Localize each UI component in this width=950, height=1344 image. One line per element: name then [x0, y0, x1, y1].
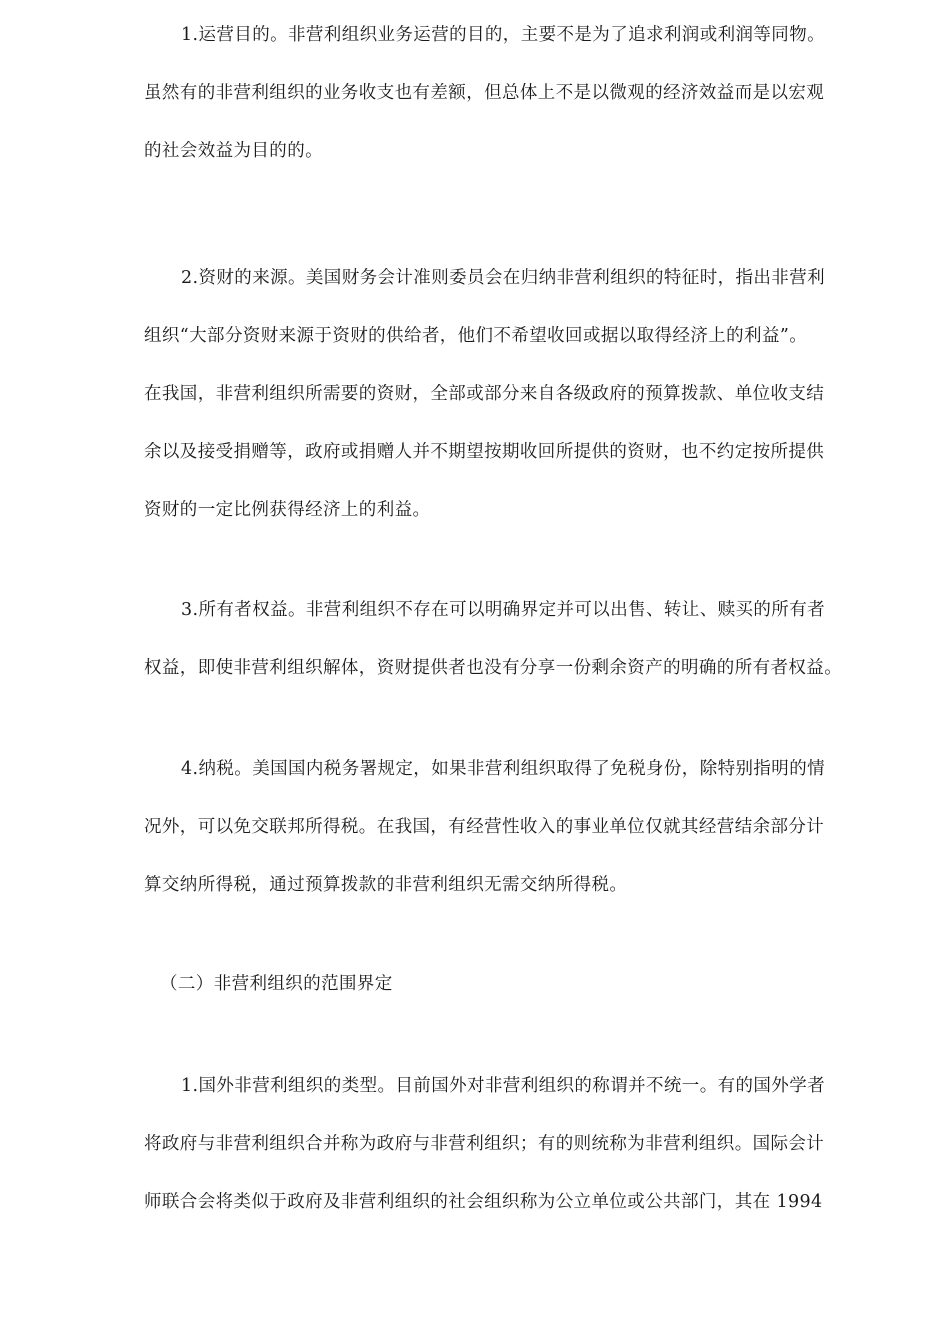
text-line: 1.运营目的。非营利组织业务运营的目的，主要不是为了追求利润或利润等同物。: [181, 25, 825, 45]
text-line: 资财的一定比例获得经济上的利益。: [144, 500, 431, 520]
text-line: 3.所有者权益。非营利组织不存在可以明确界定并可以出售、转让、赎买的所有者: [181, 600, 825, 620]
text-line: 2.资财的来源。美国财务会计准则委员会在归纳非营利组织的特征时，指出非营利: [181, 268, 825, 288]
paragraph-taxation: [144, 740, 884, 914]
paragraph-operating-purpose: [144, 6, 884, 180]
text-line: 余以及接受捐赠等，政府或捐赠人并不期望按期收回所提供的资财，也不约定按所提供: [144, 442, 825, 462]
text-line: 4.纳税。美国国内税务署规定，如果非营利组织取得了免税身份，除特别指明的情: [181, 759, 825, 779]
text-line: 算交纳所得税，通过预算拨款的非营利组织无需交纳所得税。: [144, 875, 628, 895]
paragraph-foreign-types: [144, 1057, 884, 1231]
text-line: 师联合会将类似于政府及非营利组织的社会组织称为公立单位或公共部门，其在 1994: [144, 1192, 823, 1212]
text-line: 权益，即使非营利组织解体，资财提供者也没有分享一份剩余资产的明确的所有者权益。: [144, 658, 843, 678]
text-line: 的社会效益为目的的。: [144, 141, 323, 161]
paragraph-owner-equity: [144, 581, 884, 697]
text-line: 况外，可以免交联邦所得税。在我国，有经营性收入的事业单位仅就其经营结余部分计: [144, 817, 825, 837]
paragraph-resource-source: [144, 249, 884, 539]
text-line: 在我国，非营利组织所需要的资财，全部或部分来自各级政府的预算拨款、单位收支结: [144, 384, 825, 404]
text-line: 将政府与非营利组织合并称为政府与非营利组织；有的则统称为非营利组织。国际会计: [144, 1134, 825, 1154]
text-line: 1.国外非营利组织的类型。目前国外对非营利组织的称谓并不统一。有的国外学者: [181, 1076, 825, 1096]
text-line: 组织“大部分资财来源于资财的供给者，他们不希望收回或据以取得经济上的利益”。: [144, 326, 808, 346]
section-heading: （二）非营利组织的范围界定: [160, 974, 393, 994]
text-line: 虽然有的非营利组织的业务收支也有差额，但总体上不是以微观的经济效益而是以宏观: [144, 83, 825, 103]
